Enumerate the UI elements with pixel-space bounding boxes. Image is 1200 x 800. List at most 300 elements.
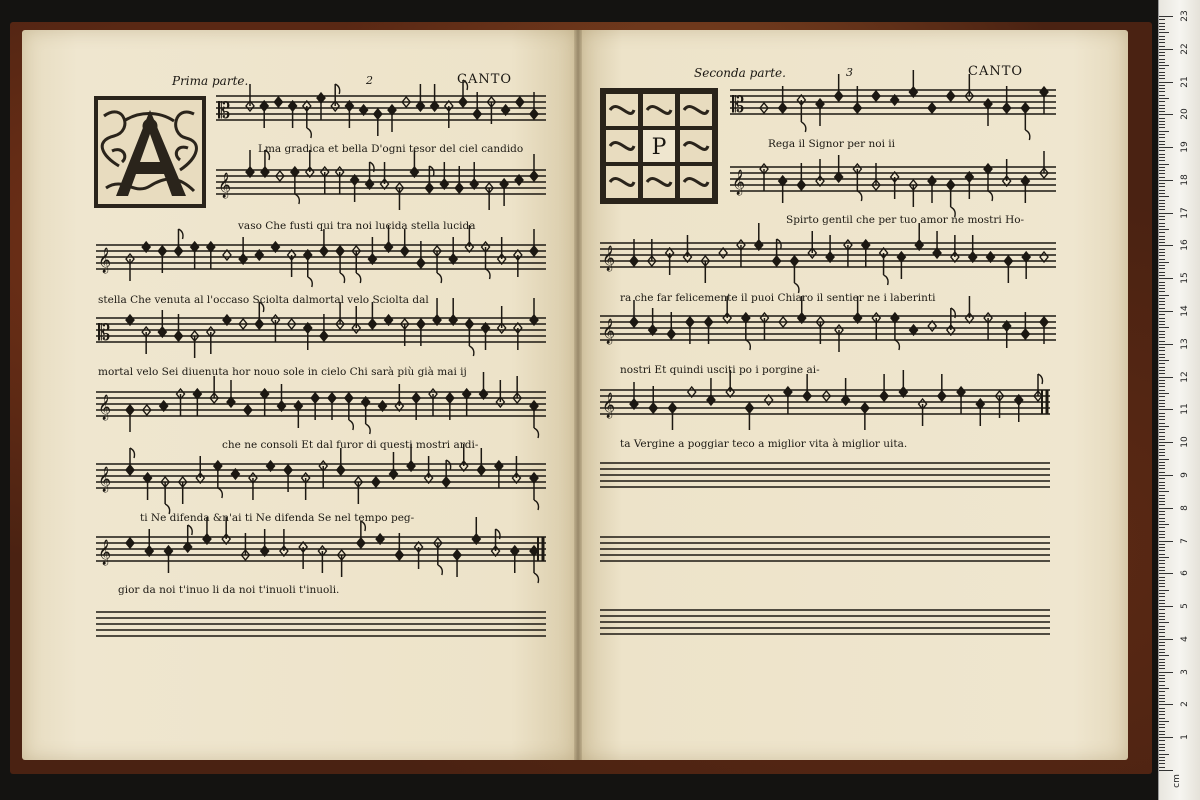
ruler-tick xyxy=(1159,600,1165,601)
ruler-tick xyxy=(1159,108,1165,109)
ruler-number: 18 xyxy=(1180,174,1190,186)
ruler-tick xyxy=(1159,341,1165,342)
music-staff xyxy=(216,80,546,138)
ruler-tick xyxy=(1159,655,1169,656)
ruler-tick xyxy=(1159,560,1165,561)
ruler-tick xyxy=(1159,183,1165,184)
ruler-tick xyxy=(1159,134,1165,135)
ruler-tick xyxy=(1159,675,1165,676)
ruler-tick xyxy=(1159,141,1165,142)
ruler-tick xyxy=(1159,665,1165,666)
ruler-number: 16 xyxy=(1180,239,1190,252)
ruler-number: 20 xyxy=(1180,108,1190,121)
lyric-line: vaso Che fusti qui tra noi lucida stella lucida xyxy=(238,220,476,232)
ruler-tick xyxy=(1159,127,1165,128)
ruler-tick xyxy=(1159,577,1165,578)
ruler-tick xyxy=(1159,622,1169,623)
svg-text:𝄞: 𝄞 xyxy=(98,467,112,492)
svg-text:𝄞: 𝄞 xyxy=(732,170,746,195)
ruler-tick xyxy=(1159,98,1169,99)
ruler-tick xyxy=(1159,91,1165,92)
ruler-number: 17 xyxy=(1180,206,1190,219)
ruler-tick xyxy=(1159,232,1165,233)
ruler-tick xyxy=(1159,32,1169,33)
ruler-tick xyxy=(1159,226,1165,227)
ruler-tick xyxy=(1159,495,1165,496)
ruler-tick xyxy=(1159,485,1165,486)
ruler-tick xyxy=(1159,567,1165,568)
ruler-tick xyxy=(1159,734,1165,735)
lyric-line: stella Che venuta al l'occaso Sciolta dalmortal velo Sciolta dal xyxy=(98,294,429,306)
ruler-tick xyxy=(1159,386,1165,387)
ruler-tick xyxy=(1159,704,1173,705)
ruler-tick xyxy=(1159,449,1165,450)
svg-text:𝄡: 𝄡 xyxy=(218,99,231,124)
ruler-tick xyxy=(1159,124,1165,125)
ruler-number: 19 xyxy=(1180,141,1190,153)
ruler-tick xyxy=(1159,423,1165,424)
ruler-tick xyxy=(1159,511,1165,512)
ruler-tick xyxy=(1159,68,1165,69)
music-staff xyxy=(96,612,546,636)
ruler-tick xyxy=(1159,754,1169,755)
ruler-tick xyxy=(1159,547,1165,548)
ruler-tick xyxy=(1159,668,1165,669)
svg-text:𝄡: 𝄡 xyxy=(98,321,111,346)
ruler-tick xyxy=(1159,331,1165,332)
ruler-tick xyxy=(1159,26,1165,27)
ruler-tick xyxy=(1159,442,1173,443)
ruler-tick xyxy=(1159,78,1165,79)
ruler-number: 22 xyxy=(1180,43,1190,55)
ruler-tick xyxy=(1159,714,1165,715)
ruler-tick xyxy=(1159,131,1169,132)
ruler-number: 23 xyxy=(1180,10,1190,22)
ruler-tick xyxy=(1159,763,1165,764)
ruler-tick xyxy=(1159,645,1165,646)
ruler-tick xyxy=(1159,685,1165,686)
ruler-tick xyxy=(1159,413,1165,414)
ruler-tick xyxy=(1159,105,1165,106)
music-staff xyxy=(600,610,1050,634)
ruler-tick xyxy=(1159,23,1165,24)
ruler-tick xyxy=(1159,452,1165,453)
right-header-part: Seconda parte. xyxy=(694,66,786,80)
left-page-number: 2 xyxy=(366,74,373,87)
music-staff xyxy=(730,151,1056,217)
ruler-tick xyxy=(1159,137,1165,138)
ruler-tick xyxy=(1159,324,1165,325)
ruler-number: 6 xyxy=(1180,570,1190,577)
ruler-tick xyxy=(1159,603,1165,604)
ruler-tick xyxy=(1159,19,1165,20)
music-staff xyxy=(96,225,546,287)
music-staff xyxy=(600,463,1050,487)
ruler-unit-label: cm xyxy=(1172,774,1182,788)
ruler-tick xyxy=(1159,213,1173,214)
ruler-tick xyxy=(1159,65,1169,66)
music-staff xyxy=(96,298,546,358)
ruler-tick xyxy=(1159,573,1173,574)
ruler-tick xyxy=(1159,39,1165,40)
svg-text:𝄞: 𝄞 xyxy=(98,395,112,420)
ruler-tick xyxy=(1159,632,1165,633)
ruler-number: 12 xyxy=(1180,370,1190,383)
ruler-tick xyxy=(1159,760,1165,761)
ruler-tick xyxy=(1159,196,1169,197)
ruler-tick xyxy=(1159,659,1165,660)
ruler-tick xyxy=(1159,278,1173,279)
ruler-tick xyxy=(1159,249,1165,250)
ruler-tick xyxy=(1159,321,1165,322)
ruler-tick xyxy=(1159,508,1173,509)
ruler-tick xyxy=(1159,678,1165,679)
ruler-tick xyxy=(1159,750,1165,751)
ruler-tick xyxy=(1159,301,1165,302)
ruler-number: 7 xyxy=(1180,537,1190,544)
ruler-tick xyxy=(1159,206,1165,207)
ruler-tick xyxy=(1159,583,1165,584)
ruler-tick xyxy=(1159,377,1173,378)
lyric-line: ra che far felicemente il puoi Chiaro il sentier ne i laberinti xyxy=(620,292,936,304)
ruler-tick xyxy=(1159,190,1165,191)
ruler-tick xyxy=(1159,75,1165,76)
ruler-tick xyxy=(1159,491,1169,492)
ruler-tick xyxy=(1159,236,1165,237)
ruler-tick xyxy=(1159,360,1169,361)
ruler-tick xyxy=(1159,144,1165,145)
ruler-tick xyxy=(1159,347,1165,348)
ruler-tick xyxy=(1159,429,1165,430)
lyric-line: nostri Et quindi usciti po i porgine ai- xyxy=(620,364,820,376)
ruler-tick xyxy=(1159,154,1165,155)
music-staff xyxy=(96,517,546,583)
ruler-tick xyxy=(1159,383,1165,384)
ruler-tick xyxy=(1159,255,1165,256)
ruler-tick xyxy=(1159,459,1169,460)
ruler-tick xyxy=(1159,265,1165,266)
ruler-tick xyxy=(1159,239,1165,240)
svg-text:𝄞: 𝄞 xyxy=(98,540,112,565)
ruler-tick xyxy=(1159,737,1173,738)
svg-text:𝄞: 𝄞 xyxy=(602,246,616,271)
ruler-tick xyxy=(1159,563,1165,564)
ruler-tick xyxy=(1159,740,1165,741)
ruler-tick xyxy=(1159,695,1165,696)
ruler-tick xyxy=(1159,701,1165,702)
ruler-tick xyxy=(1159,46,1165,47)
ruler-tick xyxy=(1159,596,1165,597)
svg-text:𝄞: 𝄞 xyxy=(98,248,112,273)
ruler-tick xyxy=(1159,314,1165,315)
ruler-tick xyxy=(1159,767,1165,768)
ruler-tick xyxy=(1159,203,1165,204)
ruler-tick xyxy=(1159,672,1173,673)
ruler-number: 15 xyxy=(1180,272,1190,284)
ruler-tick xyxy=(1159,219,1165,220)
ruler-tick xyxy=(1159,629,1165,630)
ruler-tick xyxy=(1159,770,1173,771)
ruler-tick xyxy=(1159,534,1165,535)
ruler-tick xyxy=(1159,409,1173,410)
ruler-tick xyxy=(1159,586,1165,587)
ruler-tick xyxy=(1159,639,1173,640)
ruler-tick xyxy=(1159,462,1165,463)
ruler-number: 9 xyxy=(1180,472,1190,478)
ruler-tick xyxy=(1159,531,1165,532)
ruler-tick xyxy=(1159,262,1169,263)
ruler-tick xyxy=(1159,88,1165,89)
music-staff xyxy=(600,370,1050,430)
ruler-tick xyxy=(1159,242,1165,243)
music-staff xyxy=(600,296,1056,352)
ruler-tick xyxy=(1159,373,1165,374)
ruler-tick xyxy=(1159,757,1165,758)
left-header-part: Prima parte. xyxy=(172,74,249,88)
right-page-number: 3 xyxy=(846,66,853,79)
ruler-tick xyxy=(1159,527,1165,528)
ruler-tick xyxy=(1159,416,1165,417)
ruler-tick xyxy=(1159,642,1165,643)
ruler-tick xyxy=(1159,186,1165,187)
ruler-tick xyxy=(1159,170,1165,171)
ruler-tick xyxy=(1159,541,1173,542)
ruler-tick xyxy=(1159,337,1165,338)
ruler-tick xyxy=(1159,718,1165,719)
ruler-tick xyxy=(1159,121,1165,122)
ruler-tick xyxy=(1159,504,1165,505)
ruler-tick xyxy=(1159,62,1165,63)
ruler-tick xyxy=(1159,439,1165,440)
ruler-number: 8 xyxy=(1180,504,1190,511)
ruler-tick xyxy=(1159,318,1165,319)
lyric-line: mortal velo Sei diuenuta hor nouo sole in cielo Chi sarà più già mai ij xyxy=(98,366,467,378)
measuring-ruler xyxy=(1158,0,1200,800)
lyric-line: Rega il Signor per noi ii xyxy=(768,138,895,150)
ruler-number: 1 xyxy=(1180,734,1190,741)
ruler-tick xyxy=(1159,606,1173,607)
ruler-tick xyxy=(1159,711,1165,712)
ruler-number: 11 xyxy=(1180,403,1190,416)
music-staff xyxy=(600,537,1050,561)
svg-text:𝄞: 𝄞 xyxy=(602,393,616,418)
ruler-number: 5 xyxy=(1180,603,1190,609)
ruler-tick xyxy=(1159,304,1165,305)
ruler-tick xyxy=(1159,475,1173,476)
ruler-tick xyxy=(1159,419,1165,420)
ruler-tick xyxy=(1159,698,1165,699)
ruler-tick xyxy=(1159,390,1165,391)
ruler-tick xyxy=(1159,544,1165,545)
ruler-tick xyxy=(1159,282,1165,283)
ruler-tick xyxy=(1159,367,1165,368)
ruler-tick xyxy=(1159,164,1169,165)
ruler-tick xyxy=(1159,501,1165,502)
ruler-tick xyxy=(1159,285,1165,286)
ruler-tick xyxy=(1159,42,1165,43)
svg-text:𝄞: 𝄞 xyxy=(218,173,232,198)
ruler-tick xyxy=(1159,550,1165,551)
ruler-tick xyxy=(1159,268,1165,269)
ruler-tick xyxy=(1159,570,1165,571)
ruler-tick xyxy=(1159,613,1165,614)
ruler-tick xyxy=(1159,49,1173,50)
ruler-tick xyxy=(1159,396,1165,397)
music-staff xyxy=(600,223,1056,293)
ruler-tick xyxy=(1159,406,1165,407)
ruler-tick xyxy=(1159,708,1165,709)
ruler-tick xyxy=(1159,72,1165,73)
ruler-number: 13 xyxy=(1180,338,1190,350)
ruler-number: 10 xyxy=(1180,436,1190,448)
ruler-tick xyxy=(1159,652,1165,653)
ruler-tick xyxy=(1159,216,1165,217)
ruler-tick xyxy=(1159,55,1165,56)
music-staff xyxy=(730,70,1056,140)
ruler-tick xyxy=(1159,593,1165,594)
ruler-tick xyxy=(1159,160,1165,161)
ruler-number: 14 xyxy=(1180,305,1190,317)
ruler-tick xyxy=(1159,370,1165,371)
ruler-tick xyxy=(1159,193,1165,194)
ruler-tick xyxy=(1159,295,1169,296)
svg-text:𝄞: 𝄞 xyxy=(602,319,616,344)
ruler-number: 21 xyxy=(1180,75,1190,88)
ruler-tick xyxy=(1159,291,1165,292)
ruler-tick xyxy=(1159,59,1165,60)
ruler-tick xyxy=(1159,616,1165,617)
ruler-tick xyxy=(1159,744,1165,745)
ruler-tick xyxy=(1159,688,1169,689)
ruler-tick xyxy=(1159,272,1165,273)
ruler-tick xyxy=(1159,681,1165,682)
ruler-tick xyxy=(1159,609,1165,610)
ruler-tick xyxy=(1159,649,1165,650)
ruler-tick xyxy=(1159,554,1165,555)
ruler-tick xyxy=(1159,223,1165,224)
ruler-tick xyxy=(1159,537,1165,538)
ruler-tick xyxy=(1159,357,1165,358)
ruler-tick xyxy=(1159,436,1165,437)
ruler-tick xyxy=(1159,393,1169,394)
ruler-tick xyxy=(1159,85,1165,86)
ruler-tick xyxy=(1159,95,1165,96)
ruler-tick xyxy=(1159,498,1165,499)
ruler-tick xyxy=(1159,400,1165,401)
ruler-tick xyxy=(1159,180,1173,181)
ruler-tick xyxy=(1159,334,1165,335)
ruler-tick xyxy=(1159,177,1165,178)
ruler-number: 4 xyxy=(1180,636,1190,642)
ruler-tick xyxy=(1159,445,1165,446)
ruler-tick xyxy=(1159,147,1173,148)
ruler-tick xyxy=(1159,111,1165,112)
ruler-tick xyxy=(1159,252,1165,253)
ruler-tick xyxy=(1159,363,1165,364)
ruler-tick xyxy=(1159,298,1165,299)
ruler-tick xyxy=(1159,350,1165,351)
ruler-tick xyxy=(1159,52,1165,53)
ruler-tick xyxy=(1159,245,1173,246)
ruler-tick xyxy=(1159,590,1169,591)
ruler-tick xyxy=(1159,747,1165,748)
ruler-tick xyxy=(1159,426,1169,427)
ruler-tick xyxy=(1159,101,1165,102)
ruler-tick xyxy=(1159,557,1169,558)
right-header-voice: CANTO xyxy=(968,64,1024,79)
lyric-line: Spirto gentil che per tuo amor ne mostri Ho- xyxy=(786,214,1025,226)
lyric-line: Lma gradica et bella D'ogni tesor del ciel candido xyxy=(258,143,524,155)
left-header-voice: CANTO xyxy=(457,72,513,87)
ruler-tick xyxy=(1159,662,1165,663)
music-staff xyxy=(96,372,546,438)
ruler-tick xyxy=(1159,118,1165,119)
ruler-tick xyxy=(1159,524,1169,525)
ruler-tick xyxy=(1159,455,1165,456)
ruler-tick xyxy=(1159,167,1165,168)
ruler-tick xyxy=(1159,275,1165,276)
ruler-tick xyxy=(1159,731,1165,732)
ruler-tick xyxy=(1159,727,1165,728)
ruler-tick xyxy=(1159,636,1165,637)
ruler-tick xyxy=(1159,580,1165,581)
ruler-tick xyxy=(1159,465,1165,466)
svg-text:P: P xyxy=(651,135,667,160)
ruler-tick xyxy=(1159,518,1165,519)
ruler-number: 2 xyxy=(1180,701,1190,708)
svg-text:𝄡: 𝄡 xyxy=(732,93,745,118)
lyric-line: che ne consoli Et dal furor di questi mostri ardi- xyxy=(222,439,479,451)
ruler-tick xyxy=(1159,472,1165,473)
ruler-tick xyxy=(1159,173,1165,174)
ruler-tick xyxy=(1159,626,1165,627)
ruler-tick xyxy=(1159,344,1173,345)
ruler-tick xyxy=(1159,259,1165,260)
ruler-tick xyxy=(1159,308,1165,309)
music-staff xyxy=(96,444,546,514)
ruler-tick xyxy=(1159,16,1173,17)
ruler-tick xyxy=(1159,150,1165,151)
ruler-tick xyxy=(1159,521,1165,522)
lyric-line: ti Ne difenda &n'ai ti Ne difenda Se nel tempo peg- xyxy=(140,512,415,524)
ruler-tick xyxy=(1159,29,1165,30)
ruler-tick xyxy=(1159,691,1165,692)
ruler-tick xyxy=(1159,288,1165,289)
ruler-tick xyxy=(1159,311,1173,312)
lyric-line: ta Vergine a poggiar teco a miglior vita à miglior uita. xyxy=(620,438,908,450)
ruler-tick xyxy=(1159,403,1165,404)
music-staff xyxy=(216,150,546,210)
ruler-tick xyxy=(1159,721,1169,722)
ruler-tick xyxy=(1159,209,1165,210)
ruler-tick xyxy=(1159,229,1169,230)
ruler-tick xyxy=(1159,514,1165,515)
ruler-tick xyxy=(1159,82,1173,83)
ruler-tick xyxy=(1159,619,1165,620)
ruler-tick xyxy=(1159,380,1165,381)
ruler-tick xyxy=(1159,488,1165,489)
ruler-tick xyxy=(1159,200,1165,201)
ruler-tick xyxy=(1159,114,1173,115)
ruler-tick xyxy=(1159,482,1165,483)
ruler-tick xyxy=(1159,432,1165,433)
ruler-tick xyxy=(1159,354,1165,355)
ruler-number: 3 xyxy=(1180,668,1190,675)
lyric-line: gior da noi t'inuo li da noi t'inuoli t'inuoli. xyxy=(118,584,340,596)
ruler-tick xyxy=(1159,327,1169,328)
ruler-tick xyxy=(1159,157,1165,158)
ruler-tick xyxy=(1159,478,1165,479)
